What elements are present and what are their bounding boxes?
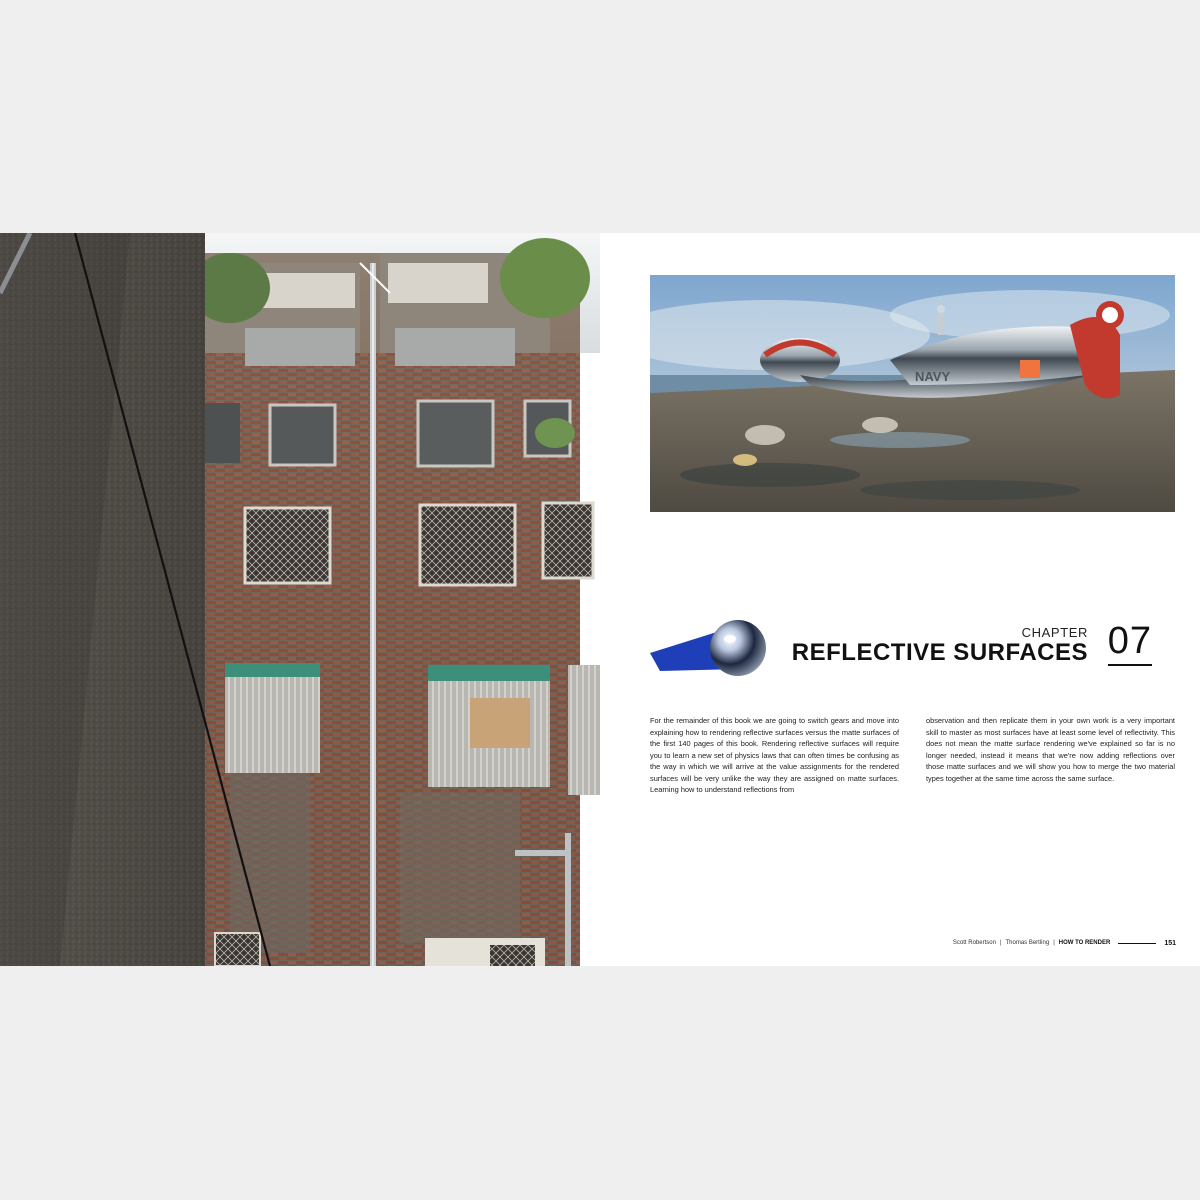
chapter-title: REFLECTIVE SURFACES [791, 639, 1088, 666]
footer-author-1: Scott Robertson [952, 940, 996, 946]
hero-navy-lettering: NAVY [915, 369, 951, 384]
chapter-number: 07 [1107, 620, 1152, 662]
left-page-photo [0, 233, 600, 966]
hero-illustration [650, 275, 1175, 512]
chapter-number-underline [1108, 664, 1152, 666]
chapter-heading [791, 620, 1152, 675]
chrome-hovercraft-icon [650, 275, 1175, 512]
right-page [600, 233, 1200, 966]
alley-building-photo [0, 233, 600, 966]
book-spread [0, 233, 1200, 966]
body-text-column-1: For the remainder of this book we are going to switch gears and move into explaining how to rendering reflective surfaces versus the matte surfaces of the first 140 pages of this book. Rendering reflective surfaces will require you to learn a new set of physics laws that can often times be confusing as the way in which we will arrive at the value assignments for the rendered surfaces will be very unlike the way they are assigned on matte surfaces. Learning how to understand reflections from [650, 716, 899, 794]
footer-author-2: Thomas Bertling [1005, 940, 1050, 946]
footer-separator: | [1053, 940, 1055, 946]
footer-book-title: HOW TO RENDER [1058, 940, 1111, 946]
footer-separator: | [999, 940, 1002, 946]
body-text-column-2: observation and then replicate them in your own work is a very important skill to master as most surfaces have at least some level of reflectivity. This does not mean the matte surface rendering we've explained so far is no longer needed, instead it means that we're now adding reflections over those matte surfaces and we will show you how to merge the two material types together at the same time across the same surface. [926, 716, 1175, 783]
page-number: 151 [1164, 939, 1176, 947]
chapter-label: CHAPTER [1021, 625, 1088, 640]
page-footer [953, 937, 1176, 949]
chrome-ball-icon [650, 611, 780, 681]
footer-rule [1118, 943, 1156, 944]
